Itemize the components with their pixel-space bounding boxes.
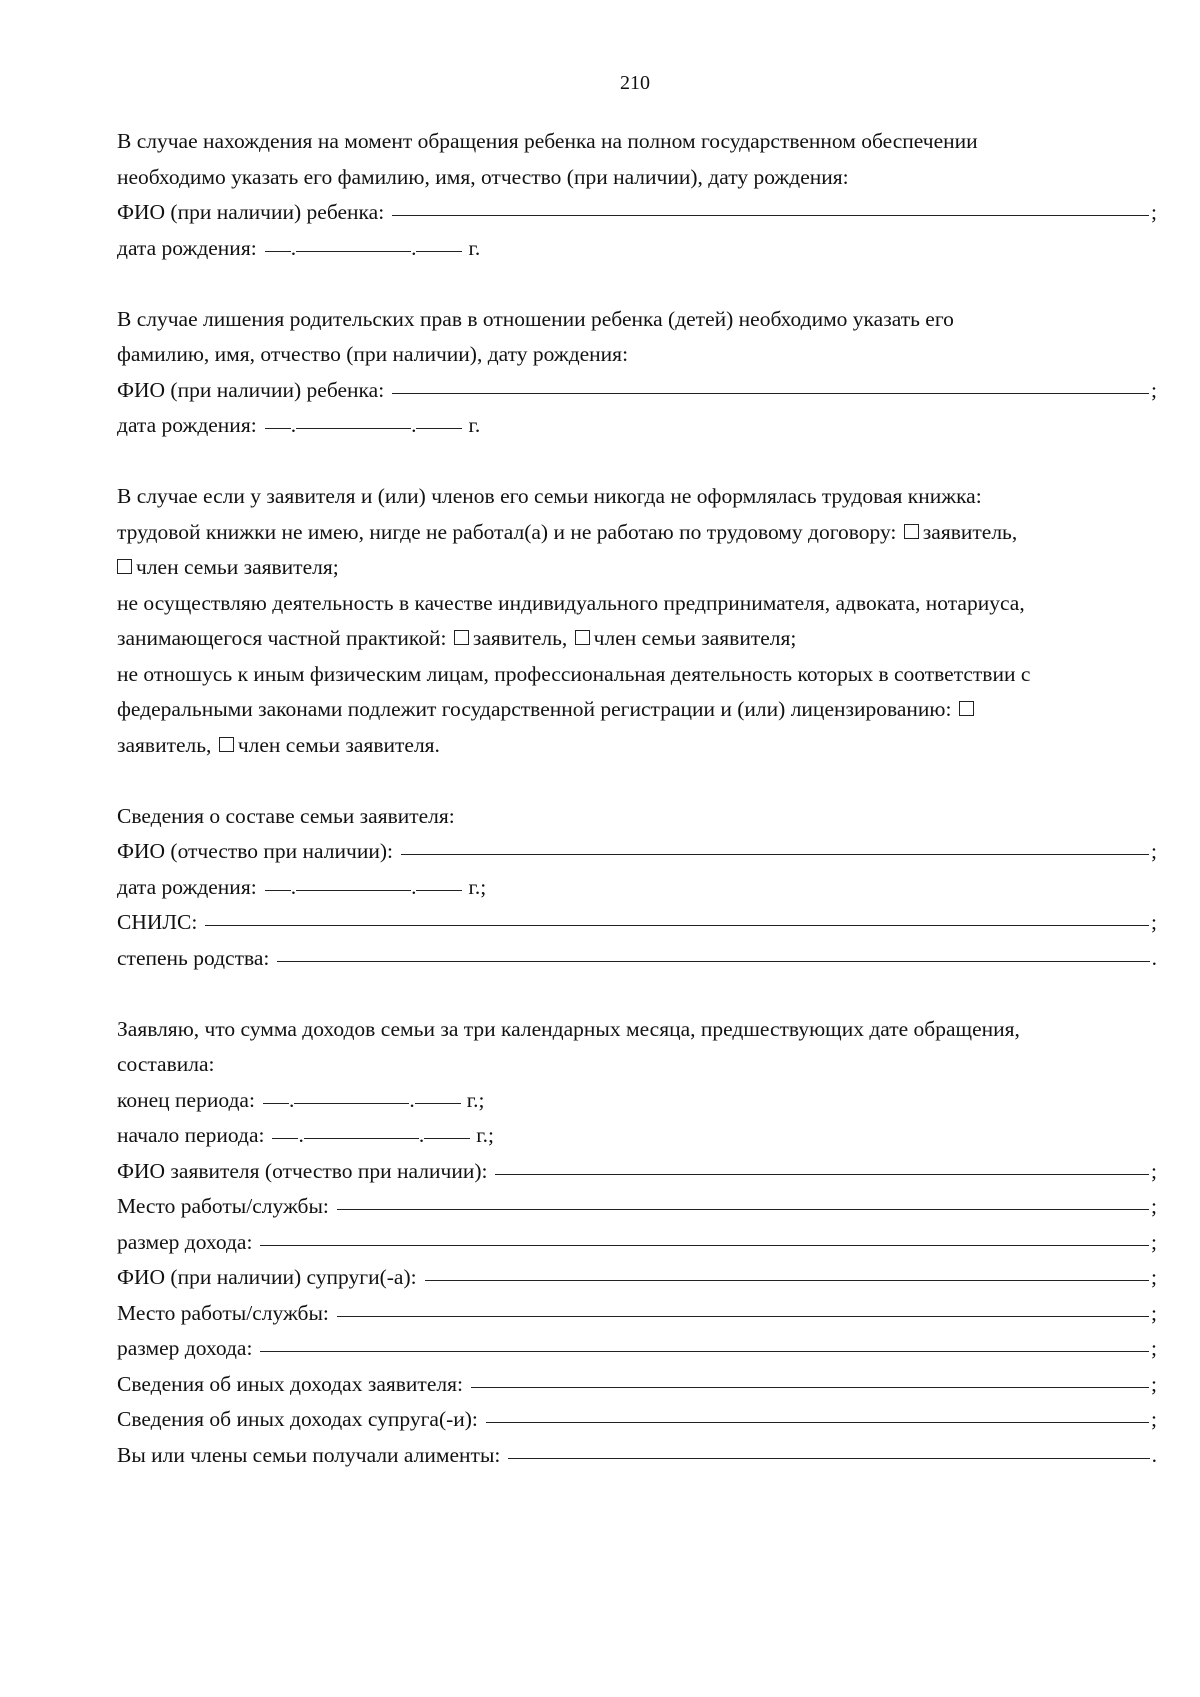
document-body (117, 124, 1157, 1473)
income-field-label: Сведения об иных доходах заявителя: (117, 1371, 463, 1396)
s2-dob-year-field[interactable] (416, 408, 462, 429)
applicant-option-label-1: заявитель, (922, 519, 1018, 544)
period-end-month-field[interactable] (294, 1083, 409, 1104)
s4-kinship-row (117, 941, 1157, 977)
family-member-option-label-1: член семьи заявителя; (136, 555, 339, 579)
family-member-option-label-2: член семьи заявителя; (593, 626, 797, 650)
s1-child-fio-field[interactable] (392, 195, 1149, 216)
income-field-row (117, 1331, 1157, 1367)
income-field-row (117, 1438, 1157, 1474)
income-field-label: Сведения об иных доходах супруга(-и): (117, 1407, 478, 1431)
page-number: 210 (620, 72, 650, 94)
period-end-year-field[interactable] (415, 1083, 461, 1104)
income-field-label: Место работы/службы: (117, 1194, 329, 1218)
applicant-checkbox-2[interactable] (454, 630, 469, 645)
income-field-end: ; (1151, 1300, 1157, 1325)
family-member-option-label-3: член семьи заявителя. (237, 732, 440, 757)
applicant-option-label-3: заявитель, (117, 732, 212, 757)
income-field-end: ; (1151, 1194, 1157, 1218)
family-member-checkbox-1[interactable] (117, 559, 132, 574)
income-field-end: ; (1151, 1229, 1157, 1254)
s3-line-4: не осуществляю деятельность в качестве индивидуального предпринимателя, адвоката, нотариуса, (117, 590, 1025, 615)
income-field-label: Вы или члены семьи получали алименты: (117, 1442, 501, 1467)
s4-fio-label: ФИО (отчество при наличии): (117, 839, 393, 863)
s2-dob-day-field[interactable] (265, 408, 291, 429)
income-field-label: размер дохода: (117, 1336, 253, 1360)
income-field-row (117, 1367, 1157, 1403)
s3-line-5 (117, 621, 1157, 657)
s5-period-start-row: начало периода: . . г.; (117, 1118, 1157, 1154)
income-field-end: ; (1151, 1265, 1157, 1289)
s2-child-fio-label: ФИО (при наличии) ребенка: (117, 377, 385, 402)
s1-paragraph-line-2: необходимо указать его фамилию, имя, отчество (при наличии), дату рождения: (117, 164, 849, 189)
income-field-input[interactable] (508, 1438, 1149, 1459)
s4-fio-end: ; (1151, 839, 1157, 863)
income-field-end: ; (1151, 1407, 1157, 1431)
s5-period-end-end: г.; (466, 1087, 485, 1112)
s5-period-start-label: начало периода: (117, 1123, 265, 1147)
income-field-row (117, 1154, 1157, 1190)
s4-kinship-label: степень родства: (117, 945, 270, 970)
income-field-end: ; (1151, 1371, 1157, 1396)
income-field-row (117, 1189, 1157, 1225)
s2-dob-row: дата рождения: . . г. (117, 408, 1157, 444)
income-field-row (117, 1260, 1157, 1296)
income-field-label: размер дохода: (117, 1229, 253, 1254)
s4-dob-month-field[interactable] (296, 870, 411, 891)
s5-period-end-row: конец периода: . . г.; (117, 1083, 1157, 1119)
income-field-row (117, 1225, 1157, 1261)
s3-line-5-text: занимающегося частной практикой: (117, 626, 447, 650)
s4-kinship-field[interactable] (277, 941, 1149, 962)
s3-line-7 (117, 692, 1157, 728)
s4-dob-row: дата рождения: . . г.; (117, 870, 1157, 906)
period-end-day-field[interactable] (263, 1083, 289, 1104)
s2-paragraph-line-2: фамилию, имя, отчество (при наличии), дату рождения: (117, 342, 629, 366)
applicant-option-label-2: заявитель, (472, 626, 568, 650)
s4-title: Сведения о составе семьи заявителя: (117, 803, 455, 828)
income-field-row (117, 1296, 1157, 1332)
income-field-input[interactable] (260, 1225, 1149, 1246)
income-field-end: . (1151, 1442, 1157, 1467)
s5-paragraph-line-2: составила: (117, 1052, 215, 1076)
income-field-input[interactable] (337, 1296, 1149, 1317)
income-field-input[interactable] (260, 1331, 1149, 1352)
s5-period-end-label: конец периода: (117, 1087, 255, 1112)
income-field-input[interactable] (486, 1402, 1149, 1423)
income-field-input[interactable] (425, 1260, 1149, 1281)
applicant-checkbox-1[interactable] (904, 524, 919, 539)
s2-dob-label: дата рождения: (117, 413, 257, 437)
income-field-end: ; (1151, 1336, 1157, 1360)
s2-child-fio-row (117, 373, 1157, 409)
s4-kinship-end: . (1151, 945, 1157, 970)
s4-snils-end: ; (1151, 910, 1157, 934)
income-field-input[interactable] (495, 1154, 1149, 1175)
s1-dob-row: дата рождения: . . г. (117, 231, 1157, 267)
s4-fio-field[interactable] (401, 834, 1149, 855)
s3-line-8 (117, 728, 1157, 764)
s3-line-2 (117, 515, 1157, 551)
s4-fio-row (117, 834, 1157, 870)
s1-paragraph-line-1: В случае нахождения на момент обращения ребенка на полном государственном обеспечении (117, 129, 978, 153)
s1-dob-month-field[interactable] (296, 231, 411, 252)
income-field-label: ФИО заявителя (отчество при наличии): (117, 1158, 488, 1183)
period-start-day-field[interactable] (272, 1118, 298, 1139)
s4-dob-day-field[interactable] (265, 870, 291, 891)
s5-period-start-end: г.; (476, 1123, 494, 1147)
s4-snils-label: СНИЛС: (117, 910, 198, 934)
s2-child-fio-field[interactable] (392, 373, 1149, 394)
s4-dob-year-field[interactable] (416, 870, 462, 891)
s3-line-7-text: федеральными законами подлежит государственной регистрации и (или) лицензированию: (117, 697, 952, 721)
s3-paragraph-line-1: В случае если у заявителя и (или) членов его семьи никогда не оформлялась трудовая книжка: (117, 484, 982, 508)
s2-paragraph-line-1: В случае лишения родительских прав в отношении ребенка (детей) необходимо указать его (117, 306, 954, 331)
s1-dob-year-field[interactable] (416, 231, 462, 252)
period-start-month-field[interactable] (304, 1118, 419, 1139)
s3-line-2-text: трудовой книжки не имею, нигде не работал(а) и не работаю по трудовому договору: (117, 519, 897, 544)
income-field-row (117, 1402, 1157, 1438)
s1-dob-end: г. (468, 235, 481, 260)
s4-snils-row (117, 905, 1157, 941)
s2-dob-month-field[interactable] (296, 408, 411, 429)
income-field-label: Место работы/службы: (117, 1300, 329, 1325)
period-start-year-field[interactable] (424, 1118, 470, 1139)
applicant-checkbox-3[interactable] (959, 701, 974, 716)
s3-line-6: не отношусь к иным физическим лицам, профессиональная деятельность которых в соответствии с (117, 661, 1031, 686)
s1-child-fio-row (117, 195, 1157, 231)
s1-dob-label: дата рождения: (117, 235, 257, 260)
income-field-end: ; (1151, 1158, 1157, 1183)
s2-dob-end: г. (468, 413, 481, 437)
s2-child-fio-end: ; (1151, 377, 1157, 402)
s4-dob-end: г.; (468, 874, 487, 899)
income-field-input[interactable] (337, 1189, 1149, 1210)
s1-dob-day-field[interactable] (265, 231, 291, 252)
s4-snils-field[interactable] (205, 905, 1149, 926)
s3-line-3 (117, 550, 1157, 586)
income-field-label: ФИО (при наличии) супруги(-а): (117, 1265, 417, 1289)
family-member-checkbox-3[interactable] (219, 737, 234, 752)
s1-child-fio-end: ; (1151, 200, 1157, 224)
s1-child-fio-label: ФИО (при наличии) ребенка: (117, 200, 385, 224)
family-member-checkbox-2[interactable] (575, 630, 590, 645)
s5-paragraph-line-1: Заявляю, что сумма доходов семьи за три календарных месяца, предшествующих дате обращения, (117, 1016, 1020, 1041)
income-field-input[interactable] (471, 1367, 1149, 1388)
s4-dob-label: дата рождения: (117, 874, 257, 899)
